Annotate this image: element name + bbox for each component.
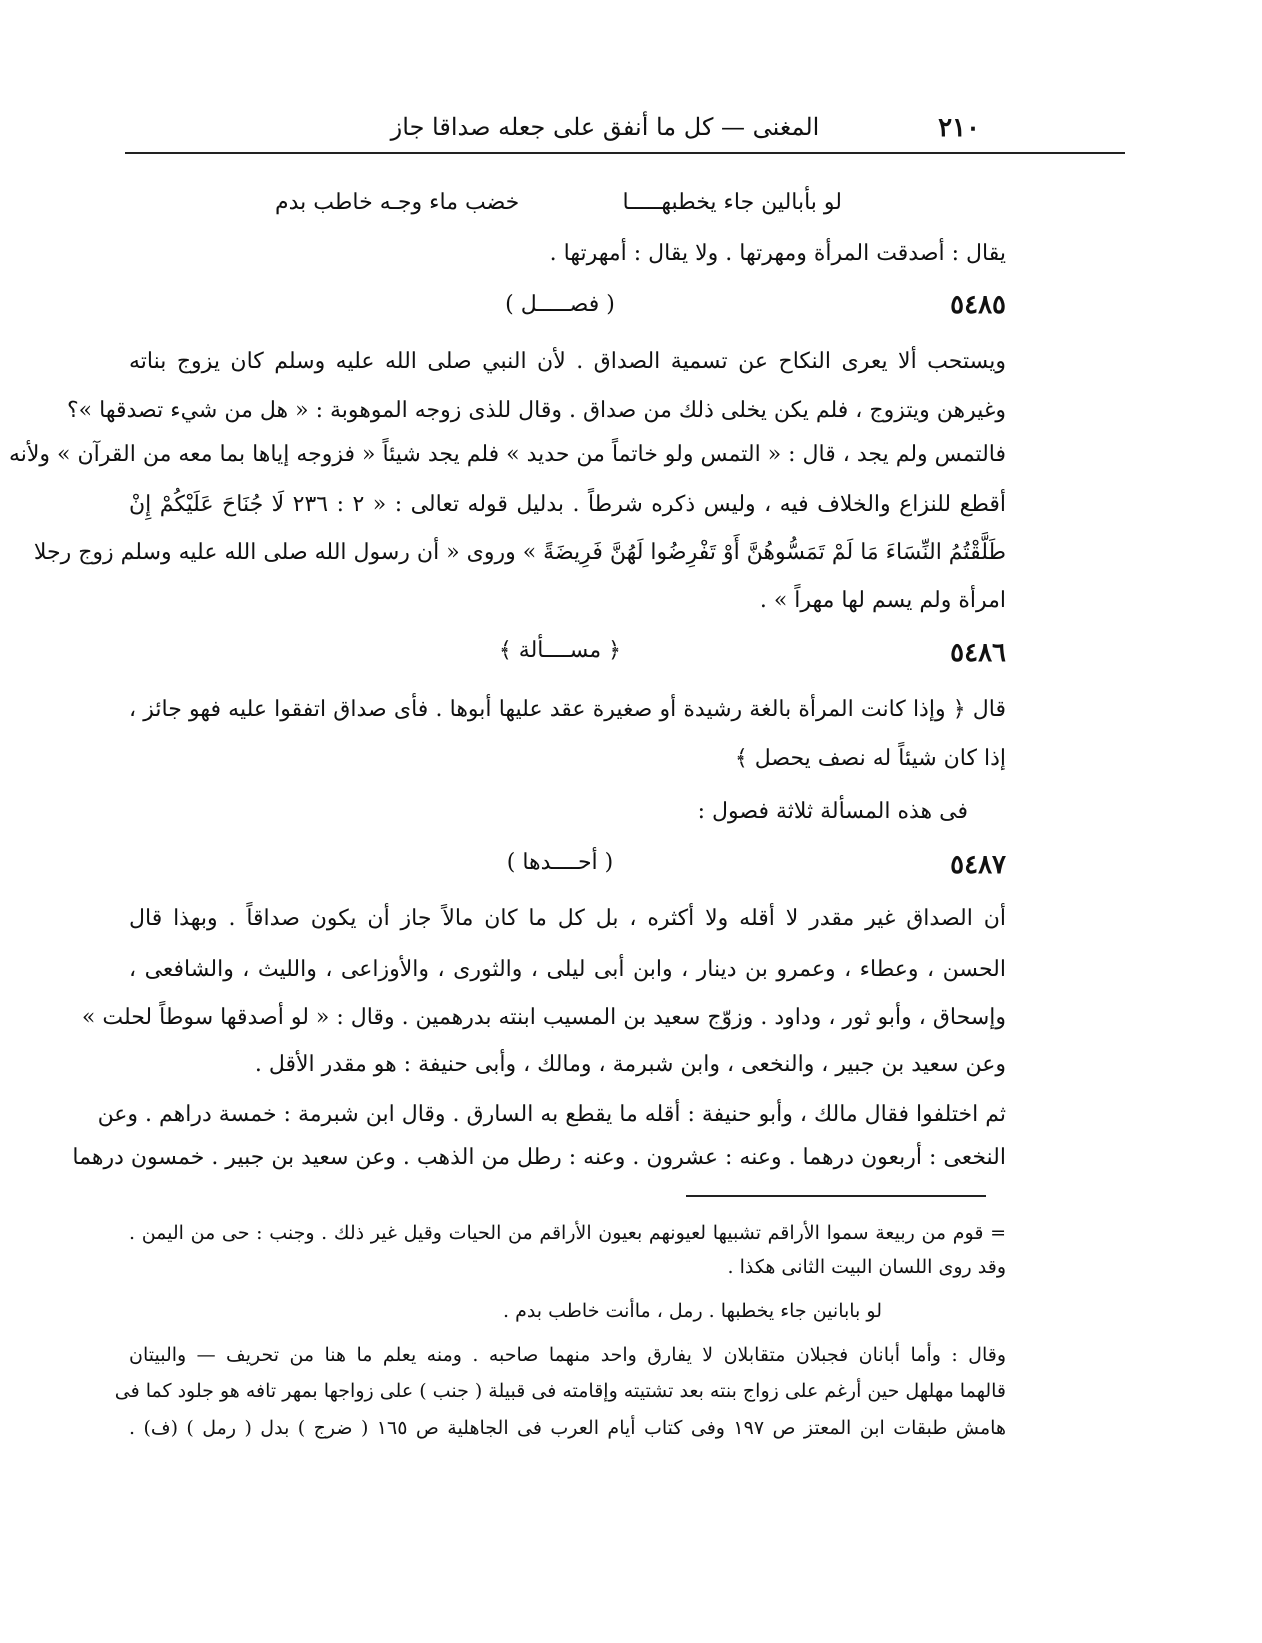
text-line: فالتمس ولم يجد ، قال : « التمس ولو خاتماً من حديد » فلم يجد شيئاً « فزوجه إياها بما معه من القرآن » ولأنه — [8, 442, 1006, 467]
text-line: وإسحاق ، وأبو ثور ، وداود . وزوّج سعيد بن المسيب ابنته بدرهمين . وقال : « لو أصدقها سوطاً لحلت » — [81, 1005, 1006, 1030]
footnote-verse-line: لو بابانين جاء يخطبها . رمل ، ماأنت خاطب بدم . — [502, 1300, 882, 1322]
text-line: طَلَّقْتُمُ النِّسَاءَ مَا لَمْ تَمَسُّوهُنَّ أَوْ تَفْرِضُوا لَهُنَّ فَرِيضَةً » وروى « أن رسول الله صلى الله عليه وسلم زوج رجلا — [33, 540, 1006, 565]
text-line: وغيرهن ويتزوج ، فلم يكن يخلى ذلك من صداق . وقال للذى زوجه الموهوبة : « هل من شيء تصدقها »؟ — [67, 398, 1006, 423]
header-rule — [125, 152, 1125, 154]
page-number: ٢١٠ — [938, 113, 980, 143]
verse-second-hemistich: خضب ماء وجـه خاطب بدم — [275, 190, 520, 215]
section-title: ( فصـــــل ) — [505, 292, 615, 317]
text-line: ويستحب ألا يعرى النكاح عن تسمية الصداق . لأن النبي صلى الله عليه وسلم كان يزوج بناته — [129, 349, 1006, 374]
text-line: وعن سعيد بن جبير ، والنخعى ، وابن شبرمة ، ومالك ، وأبى حنيفة : هو مقدر الأقل . — [254, 1052, 1006, 1077]
section-number: ٥٤٨٦ — [950, 638, 1006, 668]
footnote-line: = قوم من ربيعة سموا الأراقم تشبيها لعيونهم بعيون الأراقم من الحيات وقيل غير ذلك . وجنب : حى من اليمن . — [129, 1222, 1006, 1244]
section-title: ﴿ مســــألة ﴾ — [498, 638, 622, 663]
text-line: امرأة ولم يسم لها مهراً » . — [759, 588, 1006, 613]
text-line: إذا كان شيئاً له نصف يحصل ﴾ — [734, 746, 1006, 771]
footnote-rule — [686, 1195, 986, 1197]
footnote-line: وقال : وأما أبانان فجبلان متقابلان لا يفارق واحد منهما صاحبه . ومنه يعلم ما هنا من تحريف — والبيتان — [129, 1344, 1006, 1366]
verse-first-hemistich: لو بأبالين جاء يخطبهـــــا — [622, 190, 842, 215]
running-header-title: المغنى — كل ما أنفق على جعله صداقا جاز — [390, 113, 820, 141]
text-line: أقطع للنزاع والخلاف فيه ، وليس ذكره شرطاً . بدليل قوله تعالى : « ٢ : ٢٣٦ لَا جُنَاحَ عَلَيْكُمْ إِنْ — [129, 492, 1006, 517]
text-line: ثم اختلفوا فقال مالك ، وأبو حنيفة : أقله ما يقطع به السارق . وقال ابن شبرمة : خمسة دراهم . وعن — [97, 1102, 1006, 1127]
text-line: الحسن ، وعطاء ، وعمرو بن دينار ، وابن أبى ليلى ، والثورى ، والأوزاعى ، والليث ، والشافعى ، — [129, 957, 1006, 982]
text-line: أن الصداق غير مقدر لا أقله ولا أكثره ، بل كل ما كان مالاً جاز أن يكون صداقاً . وبهذا قال — [129, 906, 1006, 931]
section-number: ٥٤٨٧ — [950, 850, 1006, 880]
text-line: قال ﴿ وإذا كانت المرأة بالغة رشيدة أو صغيرة عقد عليها أبوها . فأى صداق اتفقوا عليه فهو جائز ، — [129, 697, 1006, 722]
section-number: ٥٤٨٥ — [950, 290, 1006, 320]
footnote-line: هامش طبقات ابن المعتز ص ١٩٧ وفى كتاب أيام العرب فى الجاهلية ص ١٦٥ ( ضرج ) بدل ( رمل ) (ف) . — [129, 1417, 1006, 1439]
section-title: ( أحــــدها ) — [506, 850, 614, 875]
footnote-line: قالهما مهلهل حين أرغم على زواج بنته بعد تشتيته وإقامته فى قبيلة ( جنب ) على زواجها بمهر تافه هو جلود كما فى — [114, 1380, 1006, 1402]
text-line: يقال : أصدقت المرأة ومهرتها . ولا يقال : أمهرتها . — [549, 241, 1006, 266]
text-line: النخعى : أربعون درهما . وعنه : عشرون . وعنه : رطل من الذهب . وعن سعيد بن جبير . خمسون درهما — [72, 1145, 1006, 1170]
footnote-line: وقد روى اللسان البيت الثانى هكذا . — [727, 1256, 1006, 1278]
text-line: فى هذه المسألة ثلاثة فصول : — [697, 799, 968, 824]
